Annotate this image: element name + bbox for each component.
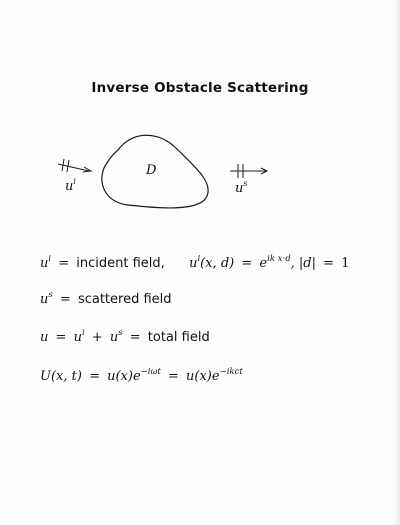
equation-time-harmonic: U(x, $t) = u(x)e^{-i\omega t} = u(x)e^{-ikct}$	[40, 367, 243, 384]
incident-var: u	[40, 256, 49, 271]
scattered-label: $u^s$	[235, 179, 248, 196]
scattered-field-text: scattered field	[77, 292, 172, 307]
scattered-wave-arrow	[230, 164, 267, 178]
incident-label: $u^i$	[65, 177, 76, 194]
equation-incident-field: $u^i$ = incident field, $u^i(x$, $d) = e^{ik x\cdot d}$, |d| = 1	[40, 254, 350, 271]
incident-wave-arrow	[58, 159, 91, 172]
equation-total-field: $u = u^i + u^s$ = total field	[40, 328, 210, 345]
obstacle-label: D	[146, 163, 157, 178]
page-title: Inverse Obstacle Scattering	[91, 80, 309, 96]
incident-field-text: incident field,	[76, 256, 165, 271]
total-field-text: total field	[147, 330, 210, 345]
equation-scattered-field: $u^s$ = scattered field	[40, 290, 172, 307]
